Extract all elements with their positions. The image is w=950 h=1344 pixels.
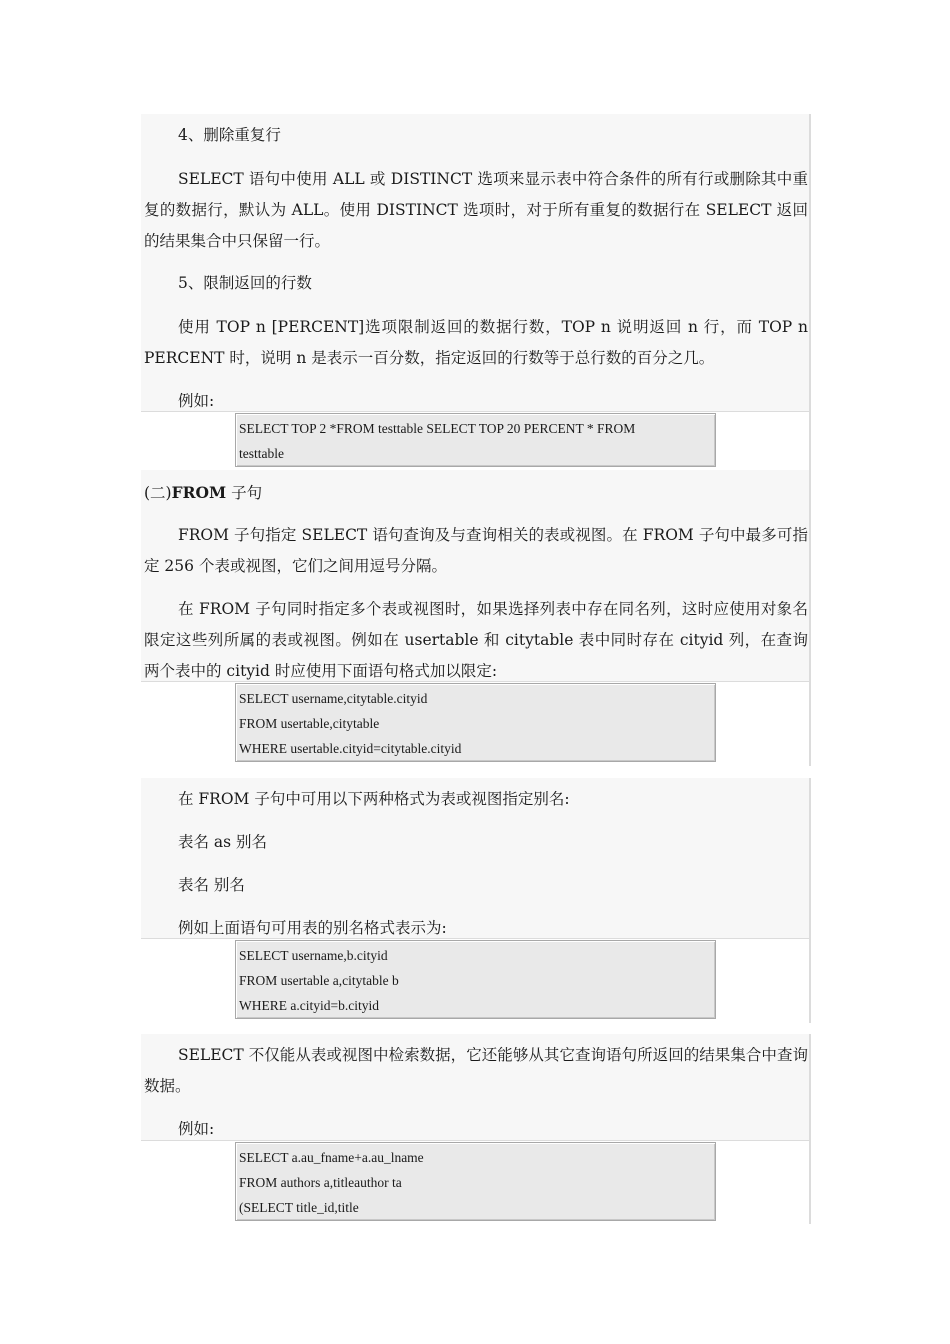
code-line: FROM authors a,titleauthor ta — [239, 1175, 402, 1190]
code-block-subquery — [235, 1142, 716, 1221]
code-line: WHERE a.cityid=b.cityid — [239, 998, 379, 1013]
code-line: FROM usertable a,citytable b — [239, 973, 399, 988]
section-heading-remove-duplicates: 4、删除重复行 — [178, 126, 281, 144]
code-line: SELECT username,citytable.cityid — [239, 691, 428, 706]
heading-prefix: (二) — [144, 484, 172, 502]
paragraph-from-intro: FROM 子句指定 SELECT 语句查询及与查询相关的表或视图。在 FROM 子句中最多可指定 256 个表或视图，它们之间用逗号分隔。 — [144, 526, 808, 575]
heading-keyword: FROM — [171, 483, 227, 502]
code-line: SELECT username,b.cityid — [239, 948, 388, 963]
code-block-from — [235, 683, 716, 762]
code-line: WHERE usertable.cityid=citytable.cityid — [239, 741, 462, 756]
code-line: (SELECT title_id,title — [239, 1200, 359, 1215]
heading-suffix: 子句 — [226, 484, 263, 502]
paragraph-alias: 在 FROM 子句中可用以下两种格式为表或视图指定别名: — [178, 790, 570, 808]
example-label: 例如: — [178, 392, 215, 410]
section-heading-limit-rows: 5、限制返回的行数 — [178, 274, 312, 292]
paragraph-subquery: SELECT 不仅能从表或视图中检索数据，它还能够从其它查询语句所返回的结果集合中查询数据。 — [144, 1046, 808, 1095]
alias-example-intro: 例如上面语句可用表的别名格式表示为: — [178, 919, 447, 937]
code-line: FROM usertable,citytable — [239, 716, 380, 731]
alias-format-2: 表名 别名 — [178, 876, 245, 894]
code-block-alias — [235, 940, 716, 1019]
code-line: testtable — [239, 446, 284, 461]
paragraph-from-multiple: 在 FROM 子句同时指定多个表或视图时，如果选择列表中存在同名列，这时应使用对象名限定这些列所属的表或视图。例如在 usertable 和 citytable 表中同时存在 cityid 列，在查询两个表中的 cityid 时应使用下面语句格式加以限定: — [144, 600, 808, 680]
example-label: 例如: — [178, 1120, 215, 1138]
section-heading-from-clause — [144, 481, 262, 505]
code-line: SELECT a.au_fname+a.au_lname — [239, 1150, 424, 1165]
paragraph-distinct: SELECT 语句中使用 ALL 或 DISTINCT 选项来显示表中符合条件的所有行或删除其中重复的数据行，默认为 ALL。使用 DISTINCT 选项时，对于所有重复的数据行在 SELECT 返回的结果集合中只保留一行。 — [144, 170, 808, 250]
alias-format-1: 表名 as 别名 — [178, 833, 268, 851]
paragraph-top-n: 使用 TOP n [PERCENT]选项限制返回的数据行数，TOP n 说明返回 n 行，而 TOP n PERCENT 时，说明 n 是表示一百分数，指定返回的行数等于总行数的百分之几。 — [144, 318, 808, 367]
code-line: SELECT TOP 2 *FROM testtable SELECT TOP 20 PERCENT * FROM — [239, 421, 636, 436]
code-block-top — [235, 413, 716, 467]
